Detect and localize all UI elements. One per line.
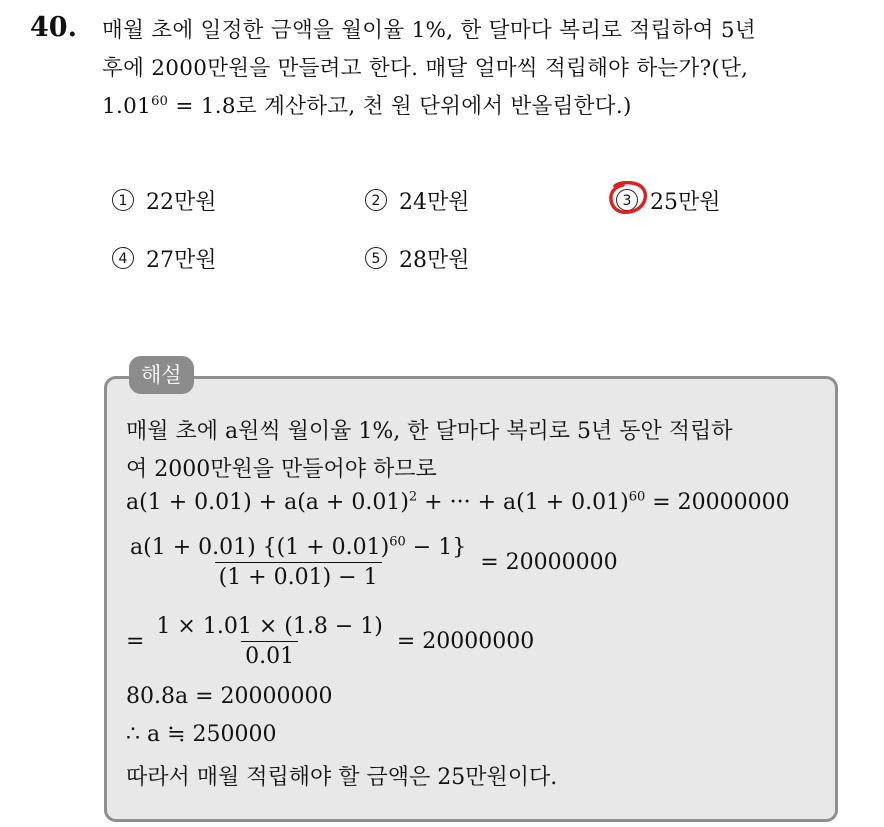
solution-fraction-2 bbox=[126, 614, 534, 669]
question-line-3-rest: = 1.8로 계산하고, 천 원 단위에서 반올림한다.) bbox=[175, 94, 632, 119]
fraction-2-denominator: 0.01 bbox=[241, 641, 298, 669]
question-line-2: 후에 2000만원을 만들려고 한다. 매달 얼마씩 적립해야 하는가?(단, bbox=[102, 56, 749, 81]
choice-2-label: 24만원 bbox=[399, 189, 470, 215]
solution-fraction-1 bbox=[126, 535, 618, 590]
choice-2-number: 2 bbox=[365, 189, 387, 211]
fraction-1-numerator bbox=[126, 535, 470, 562]
eq1-part-c: = 20000000 bbox=[645, 490, 790, 515]
fraction-2-lhs: = bbox=[126, 629, 145, 654]
eq1-exp-1: 2 bbox=[408, 489, 418, 505]
choice-4-number: 4 bbox=[112, 247, 134, 269]
solution-line-1: 매월 초에 a원씩 월이율 1%, 한 달마다 복리로 5년 동안 적립하 bbox=[126, 419, 733, 444]
solution-equation-3: 80.8a = 20000000 bbox=[126, 684, 333, 709]
solution-line-2: 여 2000만원을 만들어야 하므로 bbox=[126, 457, 437, 482]
choice-1-label: 22만원 bbox=[146, 189, 217, 215]
solution-equation-1 bbox=[126, 490, 790, 515]
fraction-1-denominator: (1 + 0.01) − 1 bbox=[215, 562, 382, 590]
choice-2[interactable] bbox=[365, 184, 470, 216]
fraction-1-numerator-exp: 60 bbox=[389, 534, 406, 550]
answer-mark-circle-icon bbox=[607, 180, 649, 216]
choice-3-label: 25만원 bbox=[650, 189, 721, 215]
question-exponent: 60 bbox=[151, 93, 169, 109]
fraction-2-numerator: 1 × 1.01 × (1.8 − 1) bbox=[156, 614, 383, 639]
choice-5-label: 28만원 bbox=[399, 247, 470, 273]
choice-5-number: 5 bbox=[365, 247, 387, 269]
fraction-2-rhs: = 20000000 bbox=[396, 629, 535, 654]
choice-4-label: 27만원 bbox=[146, 247, 217, 273]
question-line-1: 매월 초에 일정한 금액을 월이율 1%, 한 달마다 복리로 적립하여 5년 bbox=[102, 18, 756, 43]
choice-4[interactable] bbox=[112, 242, 217, 274]
eq1-part-b: + ··· + a(1 + 0.01) bbox=[417, 490, 629, 515]
solution-tab: 해설 bbox=[129, 356, 194, 394]
fraction-1-rhs: = 20000000 bbox=[480, 550, 618, 575]
fraction-1-numerator-b: − 1} bbox=[405, 535, 467, 560]
choice-1[interactable] bbox=[112, 184, 217, 216]
eq1-part-a: a(1 + 0.01) + a(a + 0.01) bbox=[126, 490, 409, 515]
fraction-1-numerator-a: a(1 + 0.01) {(1 + 0.01) bbox=[130, 535, 390, 560]
solution-conclusion: 따라서 매월 적립해야 할 금액은 25만원이다. bbox=[126, 765, 558, 790]
choice-1-number: 1 bbox=[112, 189, 134, 211]
question-number: 40. bbox=[30, 12, 77, 43]
question-text bbox=[102, 12, 872, 126]
solution-equation-4: ∴ a ≒ 250000 bbox=[126, 722, 277, 747]
question-base: 1.01 bbox=[102, 94, 152, 119]
choice-5[interactable] bbox=[365, 242, 470, 274]
choice-3-number: 3 bbox=[616, 189, 638, 211]
eq1-exp-2: 60 bbox=[628, 489, 646, 505]
question-line-3 bbox=[102, 88, 872, 126]
